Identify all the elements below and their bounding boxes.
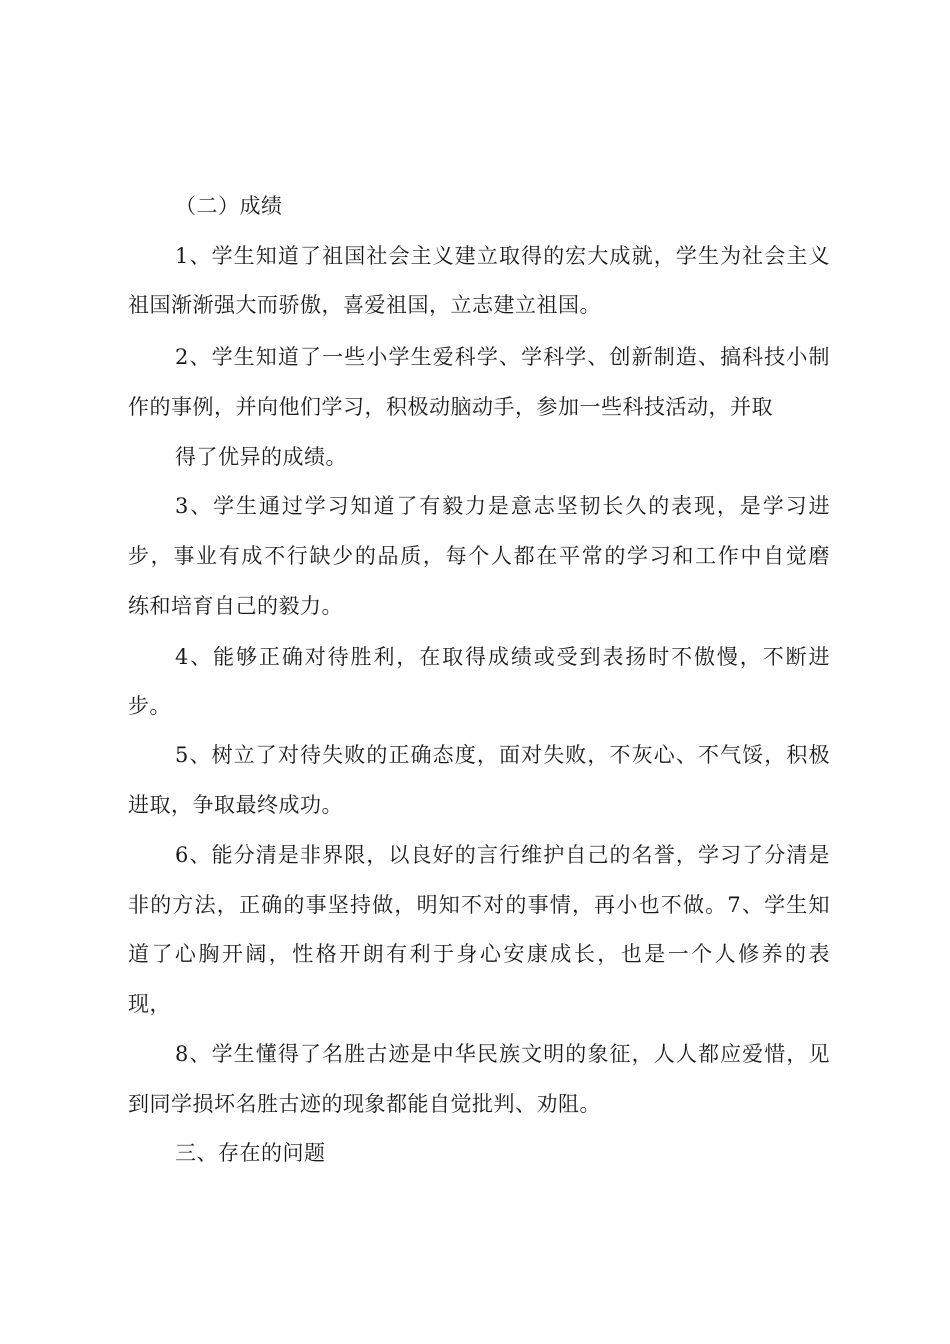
- paragraph-line: 进取，争取最终成功。: [128, 793, 343, 817]
- paragraph-line: 6、能分清是非界限，以良好的言行维护自己的名誉，学习了分清是: [175, 843, 830, 867]
- paragraph-line: 作的事例，并向他们学习，积极动脑动手，参加一些科技活动，并取: [128, 395, 773, 419]
- paragraph-line: 得了优异的成绩。: [175, 445, 347, 469]
- paragraph-line: 2、学生知道了一些小学生爱科学、学科学、创新制造、搞科技小制: [175, 345, 830, 369]
- paragraph-line: 现，: [128, 992, 171, 1016]
- paragraph-line: 8、学生懂得了名胜古迹是中华民族文明的象征，人人都应爱惜，见: [175, 1042, 830, 1066]
- subheading-achievements: （二）成绩: [175, 194, 283, 218]
- paragraph-line: 5、树立了对待失败的正确态度，面对失败，不灰心、不气馁，积极: [175, 743, 830, 767]
- paragraph-line: 3、学生通过学习知道了有毅力是意志坚韧长久的表现，是学习进: [175, 494, 830, 518]
- paragraph-line: 1、学生知道了祖国社会主义建立取得的宏大成就，学生为社会主义: [175, 244, 830, 268]
- paragraph-line: 练和培育自己的毅力。: [128, 594, 343, 618]
- paragraph-line: 祖国渐渐强大而骄傲，喜爱祖国，立志建立祖国。: [128, 293, 601, 317]
- paragraph-line: 道了心胸开阔，性格开朗有利于身心安康成长，也是一个人修养的表: [128, 942, 830, 966]
- paragraph-line: 步，事业有成不行缺少的品质，每个人都在平常的学习和工作中自觉磨: [128, 544, 830, 568]
- paragraph-line: 非的方法，正确的事坚持做，明知不对的事情，再小也不做。7、学生知: [128, 893, 830, 917]
- paragraph-line: 到同学损坏名胜古迹的现象都能自觉批判、劝阻。: [128, 1092, 601, 1116]
- section-heading-problems: 三、存在的问题: [175, 1141, 326, 1165]
- paragraph-line: 4、能够正确对待胜利，在取得成绩或受到表扬时不傲慢，不断进: [175, 645, 830, 669]
- paragraph-line: 步。: [128, 694, 171, 718]
